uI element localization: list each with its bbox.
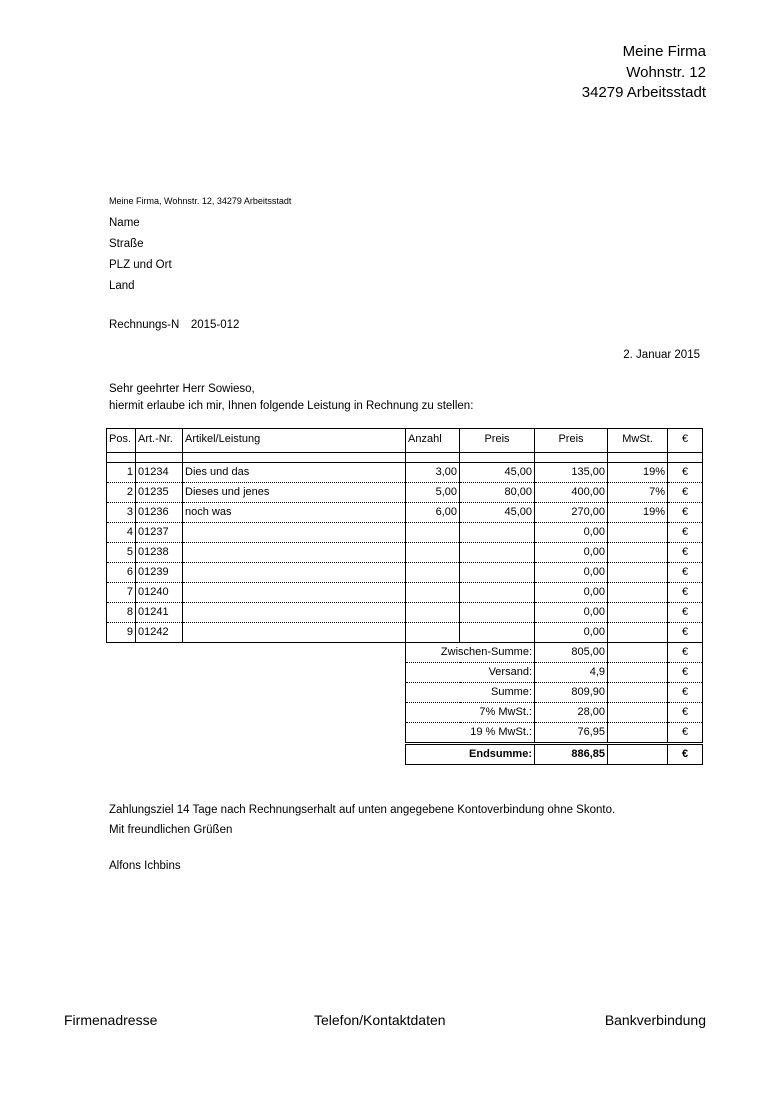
item-total-price: 270,00 (535, 503, 608, 523)
table-row (107, 503, 703, 523)
salutation: Sehr geehrter Herr Sowieso, (109, 383, 255, 395)
item-article: noch was (183, 503, 406, 523)
item-art-nr: 01239 (136, 563, 183, 583)
summary-label: Summe: (406, 683, 535, 703)
item-quantity (406, 543, 460, 563)
item-pos: 9 (107, 623, 136, 643)
item-vat: 7% (608, 483, 668, 503)
recipient-name: Name (109, 217, 140, 229)
item-total-price: 400,00 (535, 483, 608, 503)
header-pos: Pos. (107, 429, 136, 453)
header-quantity: Anzahl (406, 429, 460, 453)
summary-label: Versand: (406, 663, 535, 683)
item-unit-price (460, 603, 535, 623)
item-vat (608, 623, 668, 643)
item-article: Dieses und jenes (183, 483, 406, 503)
item-vat (608, 563, 668, 583)
summary-currency: € (668, 744, 703, 765)
table-row (107, 463, 703, 483)
summary-currency: € (668, 723, 703, 744)
summary-row (107, 723, 703, 744)
item-pos: 6 (107, 563, 136, 583)
item-currency: € (668, 583, 703, 603)
item-vat (608, 523, 668, 543)
footer-bank: Bankverbindung (604, 1012, 706, 1028)
footer-contact: Telefon/Kontaktdaten (314, 1012, 446, 1028)
sender-city: 34279 Arbeitsstadt (581, 84, 706, 101)
item-pos: 4 (107, 523, 136, 543)
item-art-nr: 01240 (136, 583, 183, 603)
item-quantity (406, 603, 460, 623)
summary-row (107, 703, 703, 723)
table-row (107, 523, 703, 543)
summary-label: 19 % MwSt.: (406, 723, 535, 744)
table-row (107, 483, 703, 503)
item-art-nr: 01238 (136, 543, 183, 563)
item-article (183, 583, 406, 603)
greeting-block (109, 381, 473, 415)
item-unit-price (460, 543, 535, 563)
summary-value: 4,9 (535, 663, 608, 683)
table-row (107, 603, 703, 623)
grand-total-label: Endsumme: (406, 744, 535, 765)
item-total-price: 0,00 (535, 543, 608, 563)
item-vat (608, 603, 668, 623)
item-article (183, 523, 406, 543)
header-article: Artikel/Leistung (183, 429, 406, 453)
recipient-address-block (109, 213, 172, 297)
item-pos: 3 (107, 503, 136, 523)
item-article (183, 603, 406, 623)
item-currency: € (668, 523, 703, 543)
invoice-date: 2. Januar 2015 (623, 349, 700, 361)
item-unit-price (460, 563, 535, 583)
item-currency: € (668, 563, 703, 583)
table-row (107, 623, 703, 643)
item-unit-price (460, 623, 535, 643)
item-quantity: 6,00 (406, 503, 460, 523)
sender-street: Wohnstr. 12 (626, 63, 706, 81)
table-row (107, 543, 703, 563)
item-unit-price (460, 583, 535, 603)
header-total-price: Preis (535, 429, 608, 453)
regards: Mit freundlichen Grüßen (109, 824, 233, 836)
item-total-price: 0,00 (535, 603, 608, 623)
summary-label: 7% MwSt.: (406, 703, 535, 723)
item-art-nr: 01241 (136, 603, 183, 623)
item-quantity: 3,00 (406, 463, 460, 483)
item-total-price: 0,00 (535, 623, 608, 643)
item-art-nr: 01236 (136, 503, 183, 523)
item-currency: € (668, 503, 703, 523)
summary-currency: € (668, 663, 703, 683)
summary-label: Zwischen-Summe: (406, 643, 535, 663)
item-art-nr: 01242 (136, 623, 183, 643)
item-total-price: 135,00 (535, 463, 608, 483)
invoice-table (106, 428, 703, 765)
item-pos: 1 (107, 463, 136, 483)
item-currency: € (668, 483, 703, 503)
summary-value: 76,95 (535, 723, 608, 744)
invoice-number: Rechnungs-N 2015-012 (109, 319, 240, 331)
item-currency: € (668, 603, 703, 623)
item-article (183, 563, 406, 583)
recipient-street: Straße (109, 238, 144, 250)
summary-row (107, 643, 703, 663)
item-article (183, 543, 406, 563)
table-row (107, 563, 703, 583)
item-pos: 7 (107, 583, 136, 603)
item-pos: 5 (107, 543, 136, 563)
table-spacer-row (107, 453, 703, 463)
item-pos: 2 (107, 483, 136, 503)
intro-text: hiermit erlaube ich mir, Ihnen folgende Leistung in Rechnung zu stellen: (109, 400, 474, 412)
item-quantity (406, 523, 460, 543)
item-pos: 8 (107, 603, 136, 623)
item-unit-price (460, 523, 535, 543)
header-unit-price: Preis (460, 429, 535, 453)
item-quantity (406, 623, 460, 643)
summary-value: 809,90 (535, 683, 608, 703)
item-article (183, 623, 406, 643)
closing-block (109, 800, 615, 840)
signer-name: Alfons Ichbins (109, 860, 181, 872)
item-currency: € (668, 543, 703, 563)
item-art-nr: 01234 (136, 463, 183, 483)
item-art-nr: 01235 (136, 483, 183, 503)
item-total-price: 0,00 (535, 563, 608, 583)
recipient-zip-city: PLZ und Ort (109, 259, 172, 271)
summary-row (107, 663, 703, 683)
sender-company: Meine Firma (622, 43, 706, 60)
grand-total-value: 886,85 (535, 744, 608, 765)
item-quantity (406, 563, 460, 583)
item-vat: 19% (608, 503, 668, 523)
summary-row (107, 683, 703, 703)
table-row (107, 583, 703, 603)
item-total-price: 0,00 (535, 583, 608, 603)
item-currency: € (668, 623, 703, 643)
return-address-line: Meine Firma, Wohnstr. 12, 34279 Arbeitsstadt (109, 196, 292, 206)
table-header-row (107, 429, 703, 453)
item-vat: 19% (608, 463, 668, 483)
item-quantity (406, 583, 460, 603)
header-currency: € (668, 429, 703, 453)
item-article: Dies und das (183, 463, 406, 483)
sender-address-block (582, 42, 706, 104)
item-quantity: 5,00 (406, 483, 460, 503)
footer-address: Firmenadresse (64, 1012, 158, 1028)
summary-currency: € (668, 643, 703, 663)
summary-value: 28,00 (535, 703, 608, 723)
item-total-price: 0,00 (535, 523, 608, 543)
item-vat (608, 543, 668, 563)
item-currency: € (668, 463, 703, 483)
summary-currency: € (668, 703, 703, 723)
payment-terms: Zahlungsziel 14 Tage nach Rechnungserhalt auf unten angegebene Kontoverbindung ohne Skonto. (109, 804, 616, 816)
item-unit-price: 45,00 (460, 503, 535, 523)
recipient-country: Land (109, 280, 135, 292)
summary-value: 805,00 (535, 643, 608, 663)
header-vat: MwSt. (608, 429, 668, 453)
item-unit-price: 45,00 (460, 463, 535, 483)
item-unit-price: 80,00 (460, 483, 535, 503)
item-art-nr: 01237 (136, 523, 183, 543)
summary-currency: € (668, 683, 703, 703)
grand-total-row (107, 744, 703, 765)
item-vat (608, 583, 668, 603)
header-art-nr: Art.-Nr. (136, 429, 183, 453)
